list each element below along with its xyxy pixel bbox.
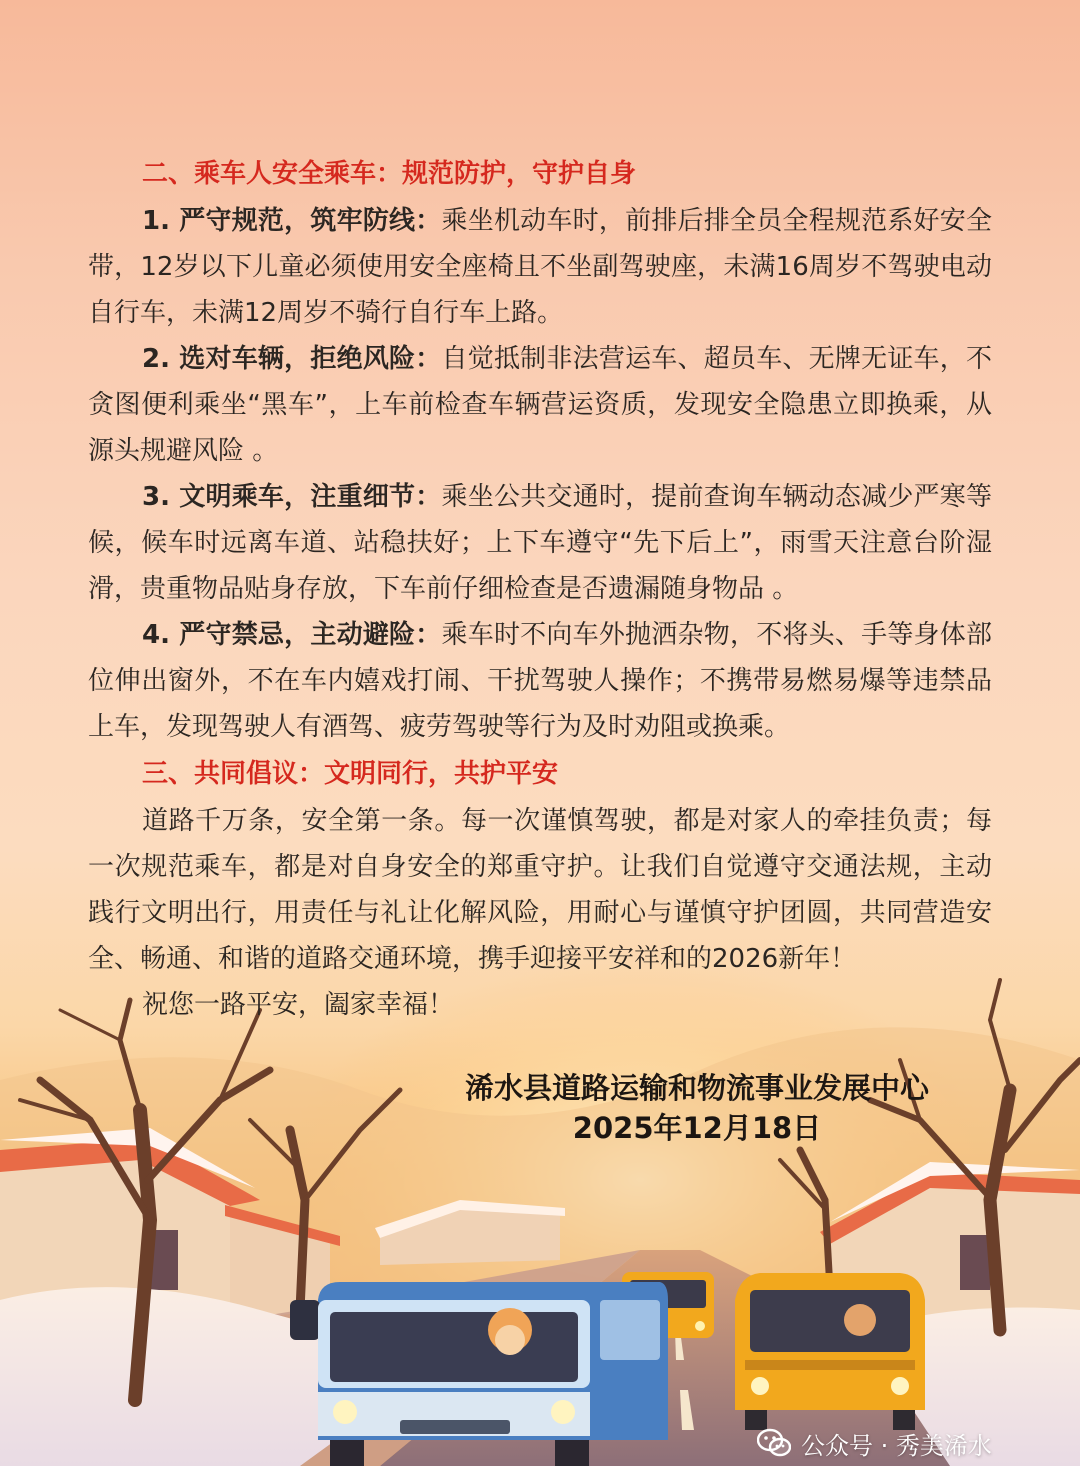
issuing-organization: 浠水县道路运输和物流事业发展中心 [464,1071,929,1105]
wechat-icon [757,1428,791,1458]
section-2-item-4 [88,612,992,750]
section-2-item-2 [88,336,992,474]
section-3-heading: 三、共同倡议：文明同行，共护平安 [142,759,559,789]
blessing-line: 祝您一路平安，阖家幸福！ [142,990,455,1020]
account-watermark [757,1425,992,1461]
item-text: 自觉抵制非法营运车、超员车、无牌无证车，不贪图便利乘坐“黑车”，上车前检查车辆营运资质，发现安全隐患立即换乘，从源头规避风险 。 [88,344,992,466]
item-text: 乘坐机动车时，前排后排全员全程规范系好安全带，12岁以下儿童必须使用安全座椅且不坐副驾驶座，未满16周岁不驾驶电动自行车，未满12周岁不骑行自行车上路。 [88,206,992,328]
issue-date: 2025年12月18日 [572,1111,822,1145]
item-title: 1. 严守规范，筑牢防线： [142,206,442,236]
initiative-paragraph: 道路千万条，安全第一条。每一次谨慎驾驶，都是对家人的牵挂负责；每一次规范乘车，都是对自身安全的郑重守护。让我们自觉遵守交通法规，主动践行文明出行，用责任与礼让化解风险，用耐心与谨慎守护团圆，共同营造安全、畅通、和谐的道路交通环境，携手迎接平安祥和的2026新年！ [88,806,992,974]
watermark-label: 公众号 · 秀美浠水 [801,1431,992,1460]
item-title: 3. 文明乘车，注重细节： [142,482,442,512]
yellow-bus [735,1273,925,1430]
section-2-heading: 二、乘车人安全乘车：规范防护，守护自身 [142,159,637,189]
section-2-item-3 [88,474,992,612]
section-2-item-1 [88,198,992,336]
item-title: 2. 选对车辆，拒绝风险： [142,344,442,374]
item-text: 乘车时不向车外抛洒杂物，不将头、手等身体部位伸出窗外，不在车内嬉戏打闹、干扰驾驶人操作；不携带易燃易爆等违禁品上车，发现驾驶人有酒驾、疲劳驾驶等行为及时劝阻或换乘。 [88,620,992,742]
signature-block [440,1068,954,1148]
notice-body [88,150,992,1028]
item-title: 4. 严守禁忌，主动避险： [142,620,442,650]
blue-bus [290,1282,668,1466]
item-text: 乘坐公共交通时，提前查询车辆动态减少严寒等候，候车时远离车道、站稳扶好；上下车遵守“先下后上”，雨雪天注意台阶湿滑，贵重物品贴身存放，下车前仔细检查是否遗漏随身物品 。 [88,482,992,604]
